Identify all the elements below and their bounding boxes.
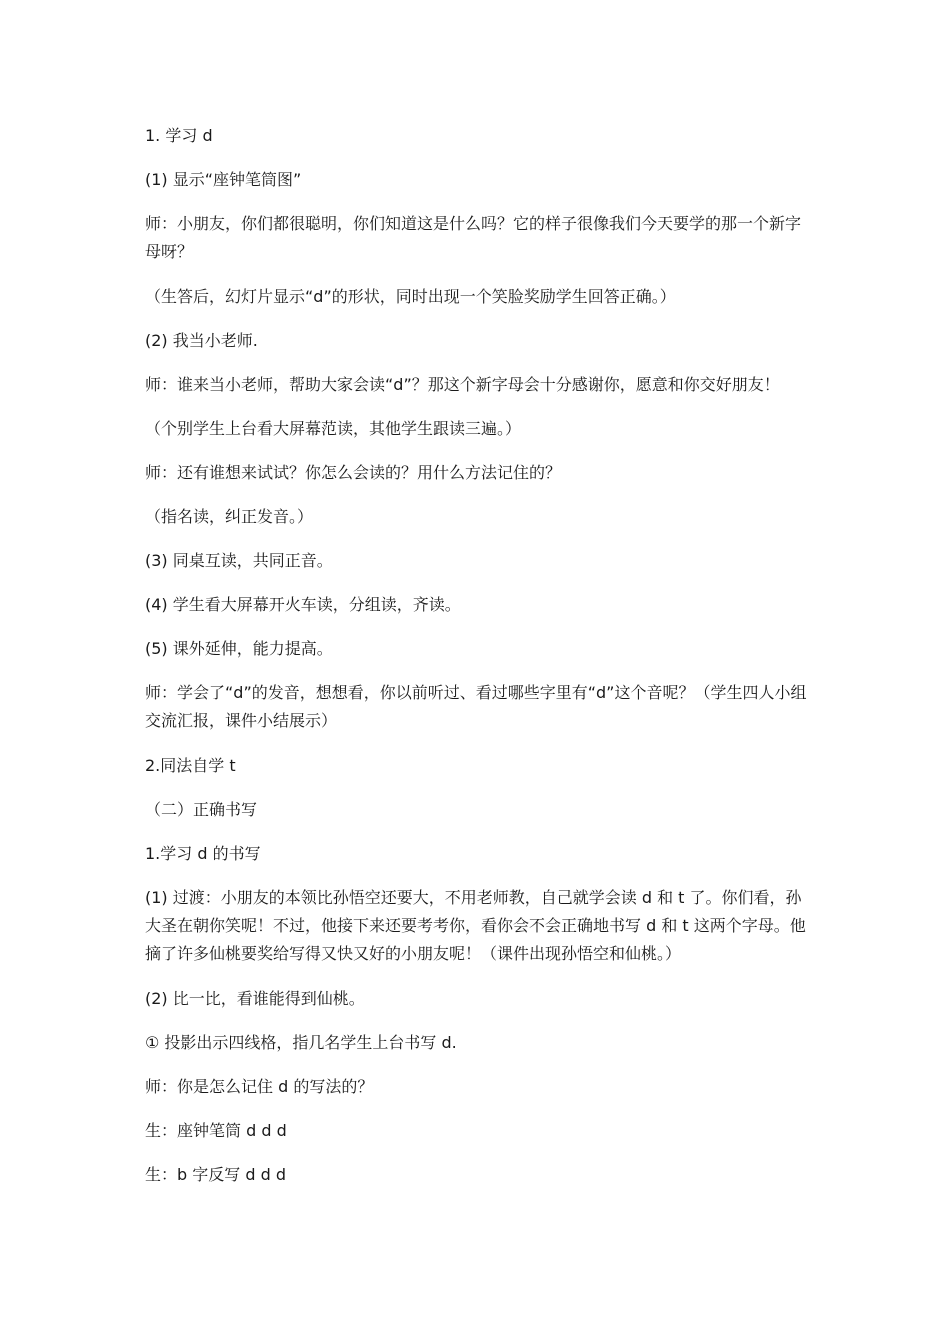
teacher-line: 师：还有谁想来试试？你怎么会读的？用什么方法记住的？	[145, 463, 562, 482]
step-show-picture: (1) 显示“座钟笔筒图”	[145, 170, 302, 189]
step-train-reading: (4) 学生看大屏幕开火车读，分组读，齐读。	[145, 595, 461, 614]
teacher-line: 师：学会了“d”的发音，想想看，你以前听过、看过哪些字里有“d”这个音呢？（学生四人小组交流汇报，课件小结展示）	[145, 683, 807, 730]
document-body	[145, 122, 810, 1205]
stage-direction: （个别学生上台看大屏幕范读，其他学生跟读三遍。）	[145, 419, 522, 438]
heading-learn-d: 1. 学习 d	[145, 126, 213, 145]
stage-direction: （生答后，幻灯片显示“d”的形状，同时出现一个笑脸奖励学生回答正确。）	[145, 287, 676, 306]
section-heading-writing: （二）正确书写	[145, 800, 258, 819]
step-extension: (5) 课外延伸，能力提高。	[145, 639, 333, 658]
student-line: 生：b 字反写 d d d	[145, 1165, 286, 1184]
step-transition: (1) 过渡：小朋友的本领比孙悟空还要大，不用老师教，自己就学会读 d 和 t 了。你们看，孙大圣在朝你笑呢！不过，他接下来还要考考你，看你会不会正确地书写 d 和 t 这两个字母。他摘了许多仙桃要奖给写得又快又好的小朋友呢！（课件出现孙悟空和仙桃。）	[145, 888, 806, 963]
teacher-question: 师：小朋友，你们都很聪明，你们知道这是什么吗？它的样子很像我们今天要学的那一个新字母呀？	[145, 214, 802, 261]
student-line: 生：座钟笔筒 d d d	[145, 1121, 287, 1140]
heading-learn-t: 2.同法自学 t	[145, 756, 236, 775]
step-little-teacher: (2) 我当小老师.	[145, 331, 258, 350]
step-partner-reading: (3) 同桌互读，共同正音。	[145, 551, 333, 570]
step-projection: ① 投影出示四线格，指几名学生上台书写 d.	[145, 1033, 457, 1052]
step-compare: (2) 比一比，看谁能得到仙桃。	[145, 989, 365, 1008]
teacher-line: 师：谁来当小老师，帮助大家会读“d”？那这个新字母会十分感谢你，愿意和你交好朋友！	[145, 375, 780, 394]
teacher-line: 师：你是怎么记住 d 的写法的？	[145, 1077, 374, 1096]
stage-direction: （指名读，纠正发音。）	[145, 507, 314, 526]
heading-write-d: 1.学习 d 的书写	[145, 844, 261, 863]
